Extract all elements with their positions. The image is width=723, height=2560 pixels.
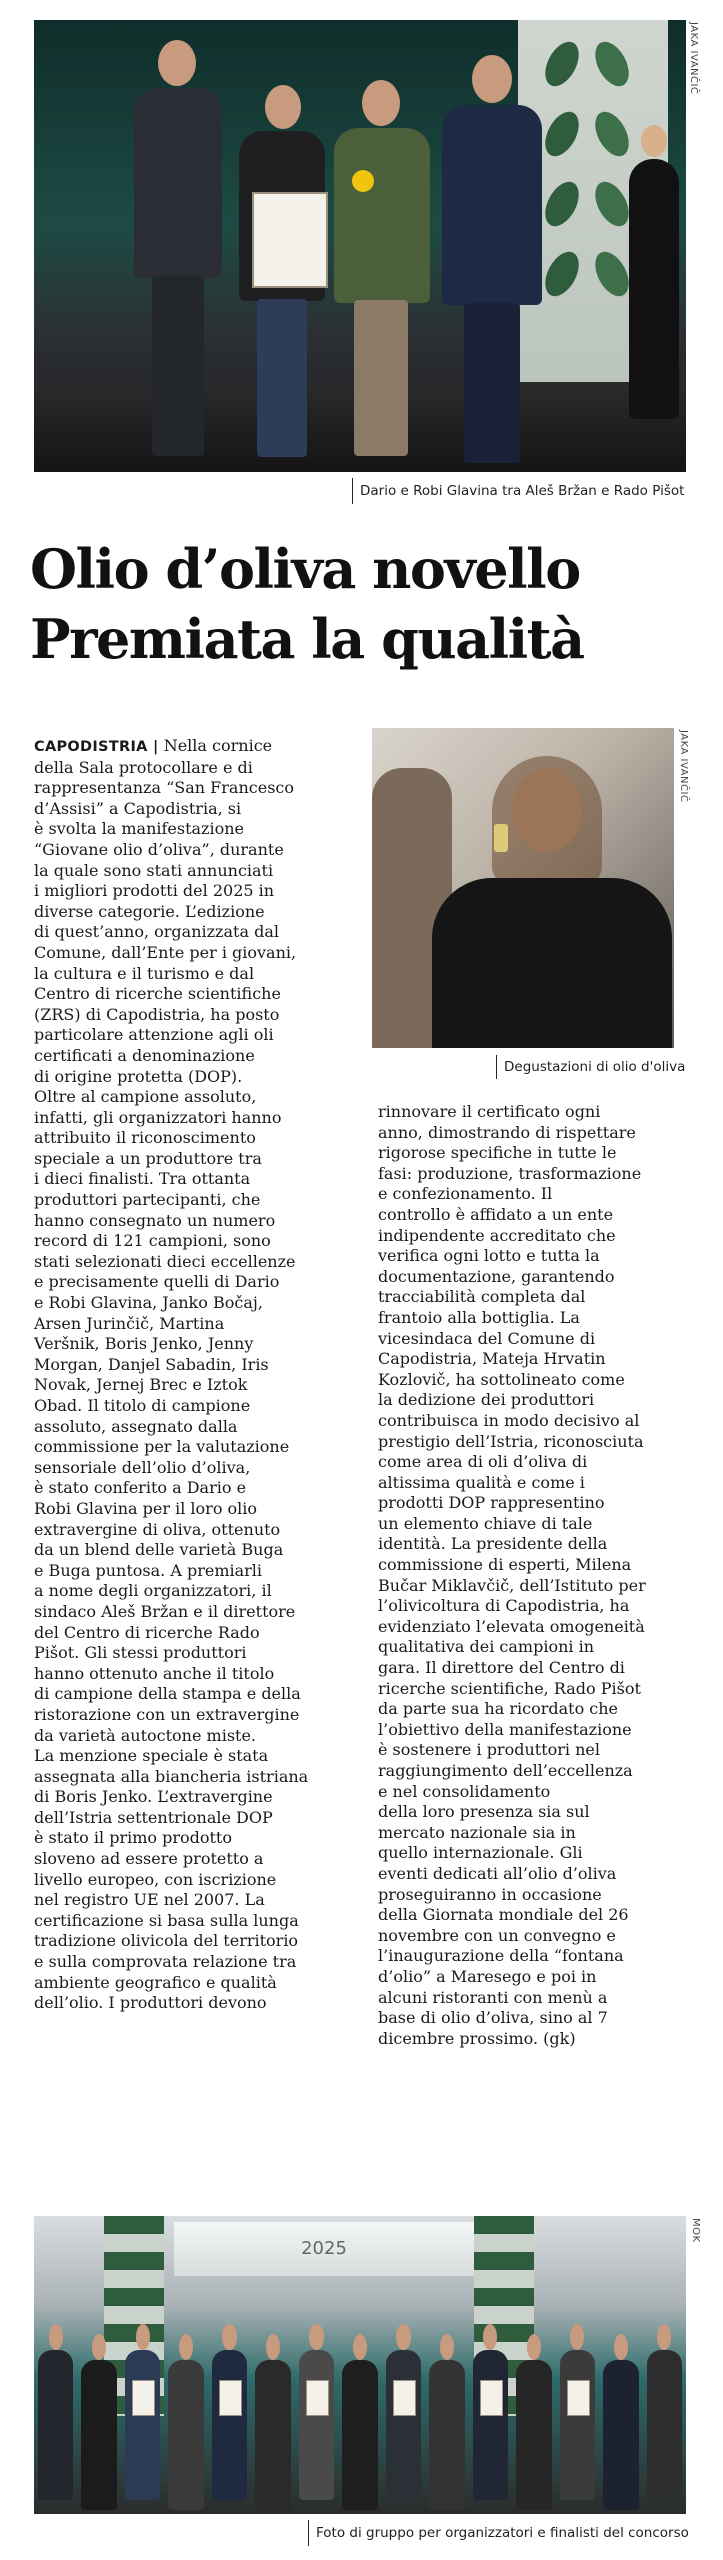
article-line: ristorazione con un extravergine [34, 1704, 300, 1724]
article-line: record di 121 campioni, sono [34, 1231, 271, 1251]
article-line: della loro presenza sia sul [378, 1802, 590, 1822]
certificate-frame [132, 2380, 155, 2416]
group-person-figure [168, 2334, 203, 2514]
article-line: i migliori prodotti del 2025 in [34, 881, 275, 901]
article-line: rinnovare il certificato ogni [378, 1102, 601, 1121]
article-line: vicesindaca del Comune di [378, 1328, 596, 1348]
stage-screen: 2025 [174, 2222, 474, 2276]
article-line: attribuito il riconoscimento [34, 1128, 256, 1148]
article-line: da parte sua ha ricordato che [378, 1699, 619, 1719]
woman-hair [492, 756, 602, 886]
article-line: a nome degli organizzatori, il [34, 1581, 272, 1601]
group-person-figure [473, 2324, 508, 2504]
article-line: Capodistria, Mateja Hrvatin [378, 1349, 606, 1369]
article-line: è sostenere i produttori nel [378, 1740, 600, 1760]
article-line: di campione della stampa e della [34, 1684, 301, 1704]
woman-tasting-coat [432, 878, 672, 1048]
group-of-people [34, 2316, 686, 2514]
article-line: stati selezionati dieci eccellenze [34, 1251, 296, 1271]
article-line: nel registro UE nel 2007. La [34, 1890, 265, 1910]
article-line: certificati a denominazione [34, 1045, 255, 1065]
certificate-frame [567, 2380, 590, 2416]
article-line: e nel consolidamento [378, 1781, 551, 1801]
article-line: Morgan, Danjel Sabadin, Iris [34, 1354, 269, 1374]
article-column-1 [34, 736, 364, 2014]
olive-leaf-decoration [588, 36, 635, 92]
group-person-figure [647, 2324, 682, 2504]
column-2-text [378, 1102, 698, 2049]
photo-credit-middle: JAKA IVANČIČ [678, 730, 689, 803]
article-line: ambiente geografico e qualità [34, 1972, 277, 1992]
group-person-figure [38, 2324, 73, 2504]
article-line: sloveno ad essere protetto a [34, 1849, 264, 1869]
article-line: ricerche scientifiche, Rado Pišot [378, 1678, 641, 1698]
article-line: alcuni ristoranti con menù a [378, 1987, 608, 2007]
article-line: da un blend delle varietà Buga [34, 1540, 284, 1560]
article-line: controllo è affidato a un ente [378, 1204, 614, 1224]
photo-caption-middle: Degustazioni di olio d'oliva [504, 1059, 686, 1075]
article-column-2 [378, 1102, 698, 2049]
group-person-figure [212, 2324, 247, 2504]
article-line: hanno ottenuto anche il titolo [34, 1663, 275, 1683]
top-photo [34, 20, 686, 472]
article-line: raggiungimento dell’eccellenza [378, 1761, 633, 1780]
article-line: Obad. Il titolo di campione [34, 1396, 251, 1415]
article-line: di Boris Jenko. L’extravergine [34, 1787, 273, 1807]
article-line: Pišot. Gli stessi produttori [34, 1643, 247, 1663]
article-line: speciale a un produttore tra [34, 1148, 262, 1168]
article-line: “Giovane olio d’oliva”, durante [34, 839, 284, 859]
article-line: Bučar Miklavčič, dell’Istituto per [378, 1575, 646, 1595]
article-line: extravergine di oliva, ottenuto [34, 1519, 281, 1539]
article-line: commissione per la valutazione [34, 1437, 290, 1457]
article-line: sindaco Aleš Bržan e il direttore [34, 1601, 296, 1621]
certificate-frame [393, 2380, 416, 2416]
article-line: (ZRS) di Capodistria, ha posto [34, 1004, 280, 1024]
article-line: e precisamente quelli di Dario [34, 1272, 280, 1292]
article-line: d’olio” a Maresego e poi in [378, 1966, 597, 1986]
article-line: e Robi Glavina, Janko Bočaj, [34, 1293, 263, 1313]
article-line: la dedizione dei produttori [378, 1390, 595, 1410]
article-line: Kozlovič, ha sottolineato come [378, 1369, 625, 1389]
person-figure [442, 55, 542, 465]
article-line: novembre con un convegno e [378, 1925, 616, 1945]
article-line: produttori partecipanti, che [34, 1190, 261, 1210]
photo-credit-top: JAKA IVANČIČ [688, 22, 699, 95]
group-person-figure [255, 2334, 290, 2514]
caption-rule [308, 2520, 309, 2546]
article-line: l’obiettivo della manifestazione [378, 1719, 632, 1739]
article-line: sensoriale dell’olio d’oliva, [34, 1457, 251, 1477]
group-person-figure [299, 2324, 334, 2504]
article-line: dell’Istria settentrionale DOP [34, 1807, 273, 1827]
bottom-photo [34, 2216, 686, 2514]
caption-rule [496, 1055, 497, 1079]
article-line: rappresentanza “San Francesco [34, 778, 294, 798]
article-line: particolare attenzione agli oli [34, 1025, 274, 1045]
certificate-frame [306, 2380, 329, 2416]
group-person-figure [429, 2334, 464, 2514]
column-1-lines [34, 736, 308, 2012]
article-line: mercato nazionale sia in [378, 1822, 576, 1842]
group-person-figure [560, 2324, 595, 2504]
article-line: è stato il primo prodotto [34, 1828, 232, 1848]
article-line: proseguiranno in occasione [378, 1884, 602, 1904]
article-line: indipendente accreditato che [378, 1225, 616, 1245]
article-line: eventi dedicati all’olio d’oliva [378, 1863, 617, 1883]
article-line: documentazione, garantendo [378, 1266, 615, 1286]
article-line: un elemento chiave di tale [378, 1513, 593, 1533]
group-person-figure [603, 2334, 638, 2514]
article-line: d’Assisi” a Capodistria, si [34, 798, 242, 818]
article-line: identità. La presidente della [378, 1534, 608, 1554]
photo-credit-bottom: MOK [690, 2218, 701, 2243]
caption-rule [352, 478, 353, 504]
middle-photo [372, 728, 674, 1048]
olive-leaf-decoration [538, 176, 585, 232]
article-line: La menzione speciale è stata [34, 1746, 269, 1766]
article-line: contribuisca in modo decisivo al [378, 1410, 640, 1430]
article-line: Comune, dall’Ente per i giovani, [34, 942, 297, 962]
article-line: la cultura e il turismo e dal [34, 963, 255, 983]
column-1-text [34, 736, 364, 2014]
photo-caption-top: Dario e Robi Glavina tra Aleš Bržan e Rado Pišot [360, 483, 685, 499]
group-person-figure [342, 2334, 377, 2514]
headline-line-2: Premiata la qualità [30, 607, 584, 671]
article-line: da varietà autoctone miste. [34, 1725, 257, 1745]
article-line: verifica ogni lotto e tutta la [378, 1246, 600, 1266]
group-person-figure [386, 2324, 421, 2504]
olive-leaf-decoration [538, 106, 585, 162]
article-line: rigorose specifiche in tutte le [378, 1143, 617, 1163]
article-line: infatti, gli organizzatori hanno [34, 1107, 282, 1127]
olive-leaf-decoration [538, 246, 585, 302]
article-line: come area di oli d’oliva di [378, 1452, 588, 1472]
article-line: Oltre al campione assoluto, [34, 1087, 257, 1107]
article-line: della Giornata mondiale del 26 [378, 1905, 629, 1925]
group-person-figure [81, 2334, 116, 2514]
article-line: fasi: produzione, trasformazione [378, 1163, 642, 1183]
article-line: quello internazionale. Gli [378, 1843, 583, 1863]
article-line: dicembre prossimo. (gk) [378, 2028, 576, 2048]
article-line: è stato conferito a Dario e [34, 1478, 247, 1498]
article-line: l’olivicoltura di Capodistria, ha [378, 1596, 630, 1616]
article-line: Novak, Jernej Brec e Iztok [34, 1375, 248, 1395]
flower-bouquet [352, 170, 374, 192]
article-line: assegnata alla biancheria istriana [34, 1766, 309, 1786]
article-line: Robi Glavina per il loro olio [34, 1498, 258, 1518]
article-line: del Centro di ricerche Rado [34, 1622, 260, 1642]
article-line: anno, dimostrando di rispettare [378, 1122, 636, 1142]
article-line: frantoio alla bottiglia. La [378, 1307, 580, 1327]
article-line: i dieci finalisti. Tra ottanta [34, 1169, 251, 1189]
group-person-figure [125, 2324, 160, 2504]
article-line: qualitativa dei campioni in [378, 1637, 595, 1657]
article-line: commissione di esperti, Milena [378, 1555, 632, 1575]
article-line: di origine protetta (DOP). [34, 1066, 243, 1086]
article-line: e Buga puntosa. A premiarli [34, 1560, 263, 1580]
article-line: della Sala protocollare e di [34, 757, 253, 777]
article-dateline: CAPODISTRIA | [34, 739, 159, 755]
article-line: Arsen Jurinčič, Martina [34, 1313, 225, 1333]
article-line: livello europeo, con iscrizione [34, 1869, 277, 1889]
certificate-frame [219, 2380, 242, 2416]
certificate-frame [480, 2380, 503, 2416]
article-line: Nella cornice [158, 736, 273, 755]
headline-line-1: Olio d’oliva novello [30, 537, 580, 601]
group-person-figure [516, 2334, 551, 2514]
article-line: hanno consegnato un numero [34, 1210, 276, 1230]
article-line: e confezionamento. Il [378, 1184, 553, 1204]
article-line: evidenziato l’elevata omogeneità [378, 1616, 645, 1636]
article-line: prodotti DOP rappresentino [378, 1493, 605, 1513]
certificate-frame [252, 192, 328, 288]
article-line: la quale sono stati annunciati [34, 860, 274, 880]
article-line: base di olio d’oliva, sino al 7 [378, 2008, 608, 2028]
olive-oil-glass [494, 824, 508, 852]
article-line: certificazione si basa sulla lunga [34, 1910, 299, 1930]
article-line: l’inaugurazione della “fontana [378, 1946, 624, 1966]
person-figure [134, 40, 224, 460]
article-line: è svolta la manifestazione [34, 819, 245, 839]
person-figure [334, 80, 430, 460]
article-line: Centro di ricerche scientifiche [34, 984, 281, 1004]
article-line: altissima qualità e come i [378, 1472, 585, 1492]
article-line: diverse categorie. L’edizione [34, 901, 265, 921]
article-line: prestigio dell’Istria, riconosciuta [378, 1431, 644, 1451]
article-line: dell’olio. I produttori devono [34, 1993, 267, 2013]
article-line: assoluto, assegnato dalla [34, 1416, 238, 1436]
article-headline [30, 534, 700, 674]
person-figure [629, 125, 679, 425]
article-line: tracciabilità completa dal [378, 1287, 586, 1307]
article-line: e sulla comprovata relazione tra [34, 1952, 297, 1972]
article-line: di quest’anno, organizzata dal [34, 922, 279, 942]
photo-caption-bottom: Foto di gruppo per organizzatori e finalisti del concorso [316, 2525, 689, 2541]
olive-leaf-decoration [538, 36, 585, 92]
article-line: tradizione olivicola del territorio [34, 1931, 299, 1951]
article-line: gara. Il direttore del Centro di [378, 1658, 625, 1678]
article-line: Veršnik, Boris Jenko, Jenny [34, 1334, 254, 1354]
